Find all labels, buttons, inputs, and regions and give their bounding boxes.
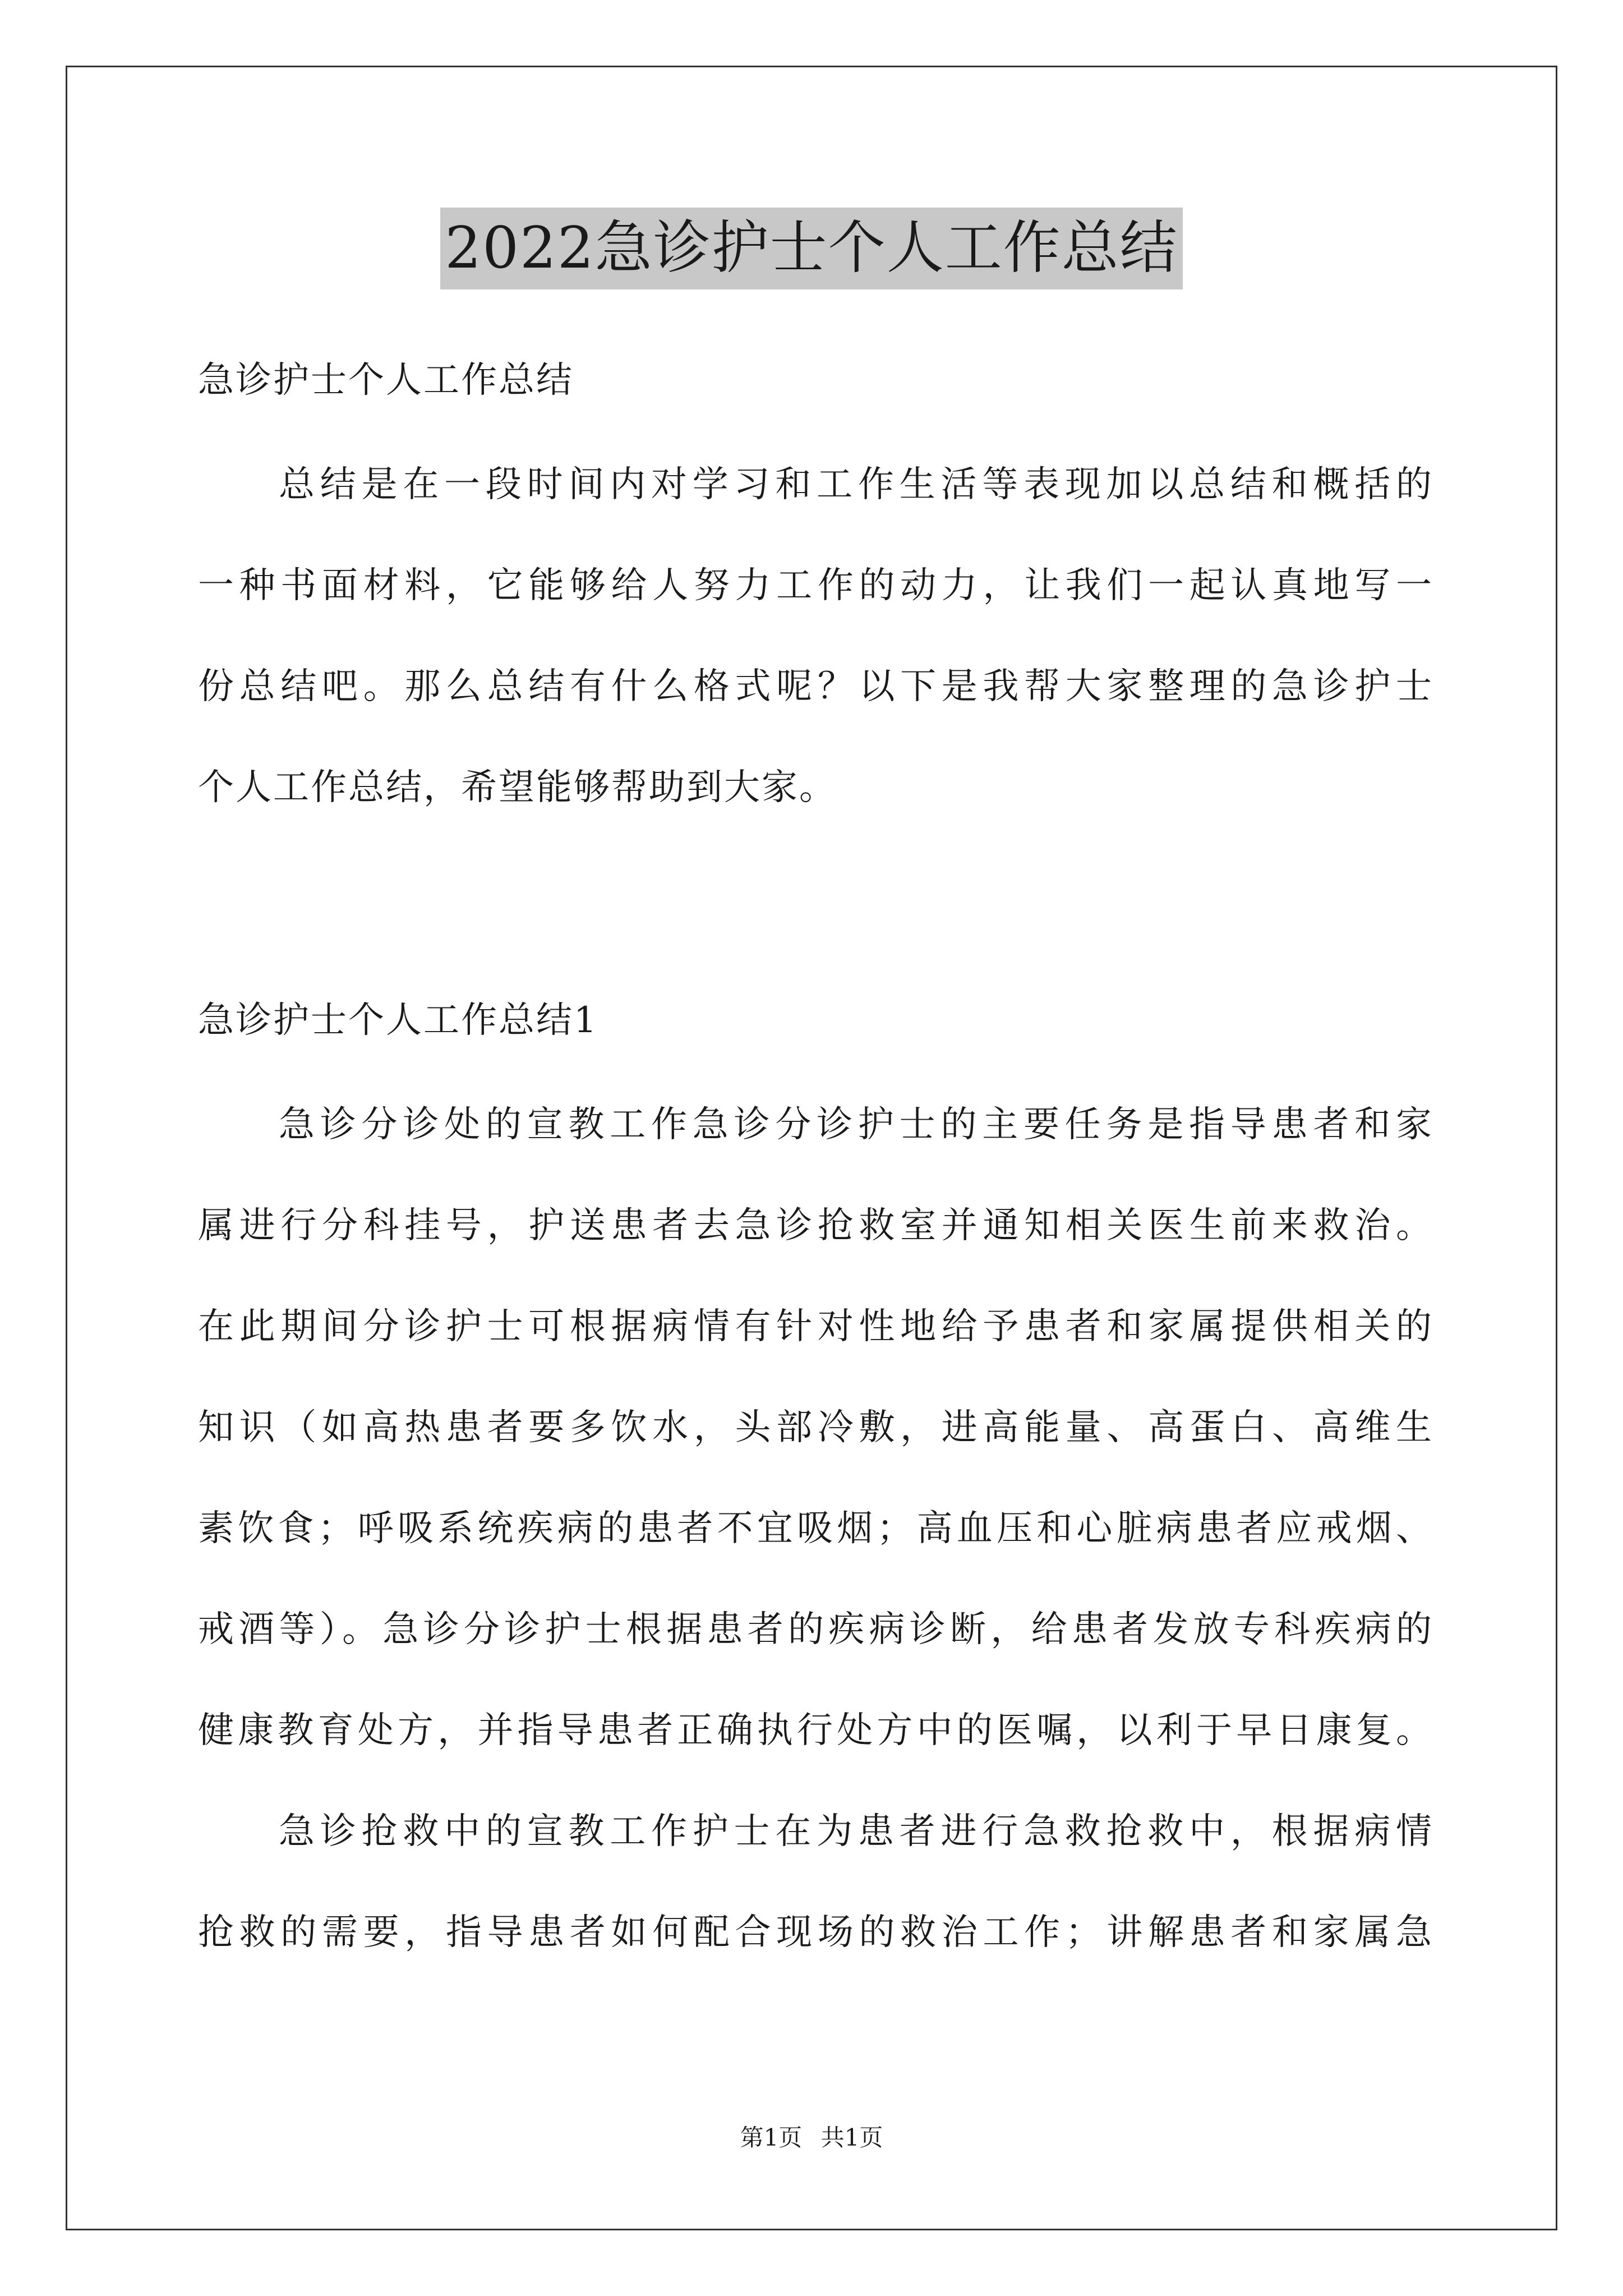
paragraph-line: 健康教育处方，并指导患者正确执行处方中的医嘱，以利于早日康复。: [198, 1710, 1432, 1751]
paragraph-line: 抢救的需要，指导患者如何配合现场的救治工作；讲解患者和家属急: [198, 1912, 1432, 1953]
paragraph-line: 戒酒等）。急诊分诊护士根据患者的疾病诊断，给患者发放专科疾病的: [198, 1609, 1432, 1650]
paragraph-line: 属进行分科挂号，护送患者去急诊抢救室并通知相关医生前来救治。: [198, 1205, 1432, 1246]
paragraph-line: 急诊分诊处的宣教工作急诊分诊护士的主要任务是指导患者和家: [279, 1104, 1432, 1145]
intro-line: 总结是在一段时间内对学习和工作生活等表现加以总结和概括的: [279, 464, 1432, 505]
page-number: 第1页: [740, 2124, 803, 2151]
title-container: [0, 208, 1623, 289]
paragraph-line: 知识（如高热患者要多饮水，头部冷敷，进高能量、高蛋白、高维生: [198, 1407, 1432, 1448]
intro-line: 一种书面材料，它能够给人努力工作的动力，让我们一起认真地写一: [198, 565, 1432, 606]
intro-line: 份总结吧。那么总结有什么格式呢？以下是我帮大家整理的急诊护士: [198, 666, 1432, 707]
page-total: 共1页: [820, 2124, 883, 2151]
section-heading-1: 急诊护士个人工作总结1: [198, 1000, 598, 1041]
paragraph-line: 素饮食；呼吸系统疾病的患者不宜吸烟；高血压和心脏病患者应戒烟、: [198, 1508, 1432, 1549]
page-footer: [0, 2122, 1623, 2154]
document-title: 2022急诊护士个人工作总结: [440, 208, 1183, 289]
section-heading: 急诊护士个人工作总结: [198, 360, 574, 401]
paragraph-line: 在此期间分诊护士可根据病情有针对性地给予患者和家属提供相关的: [198, 1306, 1432, 1347]
intro-line: 个人工作总结，希望能够帮助到大家。: [198, 767, 837, 808]
paragraph-line: 急诊抢救中的宣教工作护士在为患者进行急救抢救中，根据病情: [279, 1811, 1432, 1852]
